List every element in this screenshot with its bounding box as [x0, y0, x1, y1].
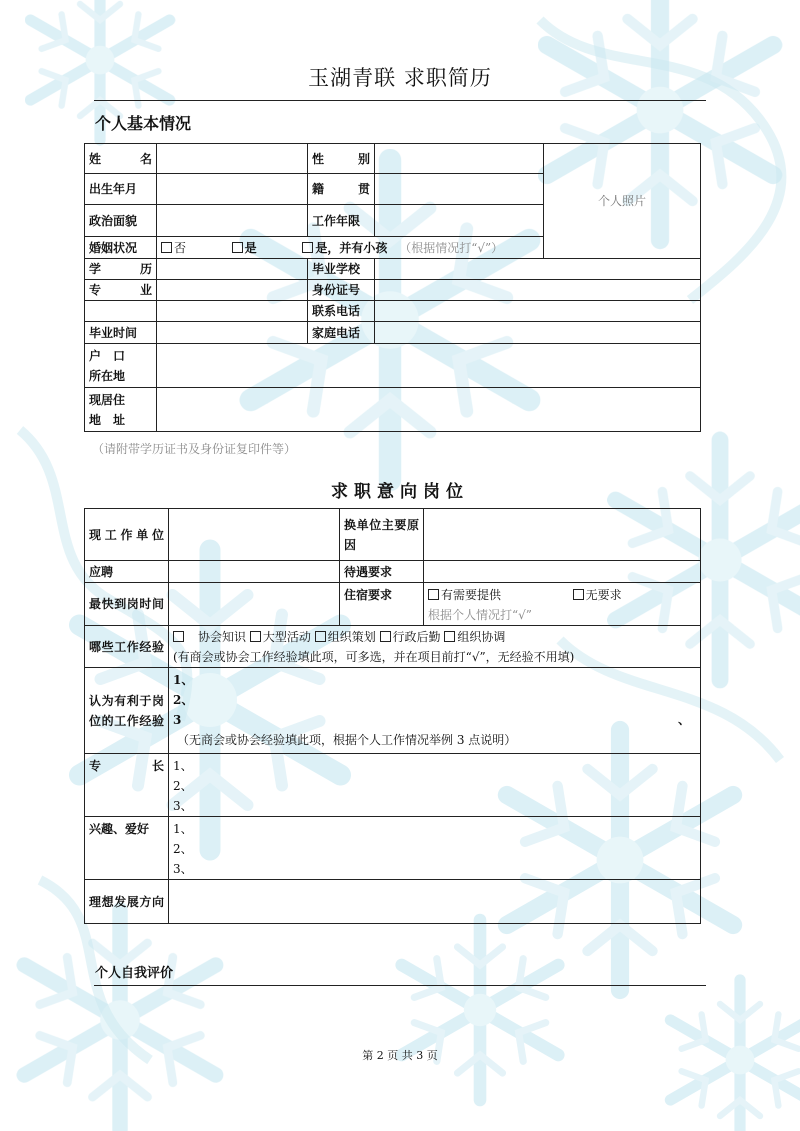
education-label: 学 历: [85, 259, 157, 280]
home-phone-field[interactable]: [375, 322, 701, 344]
education-field[interactable]: [157, 259, 308, 280]
native-place-field[interactable]: [375, 174, 544, 205]
birth-field[interactable]: [157, 174, 308, 205]
major-field[interactable]: [157, 280, 308, 301]
address-label: 现居住 地 址: [85, 388, 157, 432]
hobbies-label: 兴趣、爱好: [85, 817, 169, 880]
attachment-note: （请附带学历证书及身份证复印件等）: [92, 442, 297, 456]
change-reason-field[interactable]: [424, 509, 701, 561]
marital-option-no[interactable]: 否: [161, 241, 186, 255]
graduation-time-field[interactable]: [157, 322, 308, 344]
section-title-basic: 个人基本情况: [95, 114, 192, 133]
skills-label: 专 长: [85, 754, 169, 817]
gender-label: 性 别: [308, 144, 375, 174]
work-years-label: 工作年限: [308, 205, 375, 237]
hukou-label: 户 口 所在地: [85, 344, 157, 388]
self-evaluation-rule: [94, 985, 706, 986]
political-status-label: 政治面貌: [85, 205, 157, 237]
empty-cell: [157, 301, 308, 322]
checkbox-icon: [315, 631, 326, 642]
native-place-label: 籍 贯: [308, 174, 375, 205]
experience-note: (有商会或协会工作经验填此项，可多选，并在项目前打“√”，无经验不用填): [173, 649, 575, 664]
useful-experience-field[interactable]: 1、 2、 3 、 （无商会或协会经验填此项，根据个人工作情况举例 3 点说明）: [169, 668, 701, 754]
photo-box[interactable]: [544, 144, 701, 259]
current-unit-field[interactable]: [169, 509, 340, 561]
change-reason-label: 换单位主要原因: [340, 509, 424, 561]
marital-options: [157, 237, 544, 259]
salary-label: 待遇要求: [340, 561, 424, 583]
salary-field[interactable]: [424, 561, 701, 583]
title-rule: [94, 100, 706, 101]
self-evaluation-title: 个人自我评价: [95, 966, 174, 981]
id-number-label: 身份证号: [308, 280, 375, 301]
checkbox-icon: [573, 589, 584, 600]
checkbox-icon: [302, 242, 313, 253]
lodging-option-need[interactable]: 有需要提供: [428, 588, 501, 602]
section-title-intent: 求职意向岗位: [331, 482, 469, 502]
lodging-label: 住宿要求: [340, 583, 424, 626]
current-unit-label: 现工作单位: [85, 509, 169, 561]
useful-experience-label: 认为有利于岗位的工作经验: [85, 668, 169, 754]
earliest-start-field[interactable]: [169, 583, 340, 626]
lodging-hint: 根据个人情况打“√”: [428, 608, 532, 622]
skills-field[interactable]: 1、 2、 3、: [169, 754, 701, 817]
ideal-direction-label: 理想发展方向: [85, 880, 169, 924]
name-label: 姓 名: [85, 144, 157, 174]
phone-label: 联系电话: [308, 301, 375, 322]
experience-option-events[interactable]: 大型活动: [250, 630, 311, 644]
photo-label: 个人照片: [597, 194, 646, 208]
graduation-time-label: 毕业时间: [85, 322, 157, 344]
checkbox-icon: [380, 631, 391, 642]
home-phone-label: 家庭电话: [308, 322, 375, 344]
checkbox-icon: [161, 242, 172, 253]
ideal-direction-field[interactable]: [169, 880, 701, 924]
political-status-field[interactable]: [157, 205, 308, 237]
experience-label: 哪些工作经验: [85, 626, 169, 668]
useful-experience-note: （无商会或协会经验填此项，根据个人工作情况举例 3 点说明）: [177, 733, 517, 747]
checkbox-icon: [428, 589, 439, 600]
checkbox-icon: [250, 631, 261, 642]
marital-status-label: 婚姻状况: [85, 237, 157, 259]
marital-option-yes[interactable]: 是: [232, 241, 257, 255]
apply-position-label: 应聘: [85, 561, 169, 583]
experience-option-association[interactable]: 协会知识: [173, 630, 246, 644]
experience-option-coordination[interactable]: 组织协调: [444, 630, 505, 644]
phone-field[interactable]: [375, 301, 701, 322]
checkbox-icon: [173, 631, 184, 642]
hobbies-field[interactable]: 1、 2、 3、: [169, 817, 701, 880]
birth-label: 出生年月: [85, 174, 157, 205]
checkbox-icon: [444, 631, 455, 642]
work-years-field[interactable]: [375, 205, 544, 237]
basic-info-table: [84, 143, 701, 432]
checkbox-icon: [232, 242, 243, 253]
apply-position-field[interactable]: [169, 561, 340, 583]
name-field[interactable]: [157, 144, 308, 174]
earliest-start-label: 最快到岗时间: [85, 583, 169, 626]
experience-options: [169, 626, 701, 668]
school-field[interactable]: [375, 259, 701, 280]
document-title: 玉湖青联 求职简历: [308, 66, 492, 90]
address-field[interactable]: [157, 388, 701, 432]
major-label: 专 业: [85, 280, 157, 301]
experience-option-planning[interactable]: 组织策划: [315, 630, 376, 644]
marital-option-yes-child[interactable]: 是，并有小孩: [302, 241, 387, 255]
hukou-field[interactable]: [157, 344, 701, 388]
job-intent-table: [84, 508, 701, 924]
lodging-option-none[interactable]: 无要求: [573, 588, 622, 602]
page-number: 第 2 页 共 3 页: [362, 1049, 438, 1062]
gender-field[interactable]: [375, 144, 544, 174]
experience-option-admin[interactable]: 行政后勤: [380, 630, 441, 644]
id-number-field[interactable]: [375, 280, 701, 301]
school-label: 毕业学校: [308, 259, 375, 280]
empty-cell: [85, 301, 157, 322]
lodging-options: [424, 583, 701, 626]
marital-hint: （根据情况打“√”）: [399, 240, 504, 255]
